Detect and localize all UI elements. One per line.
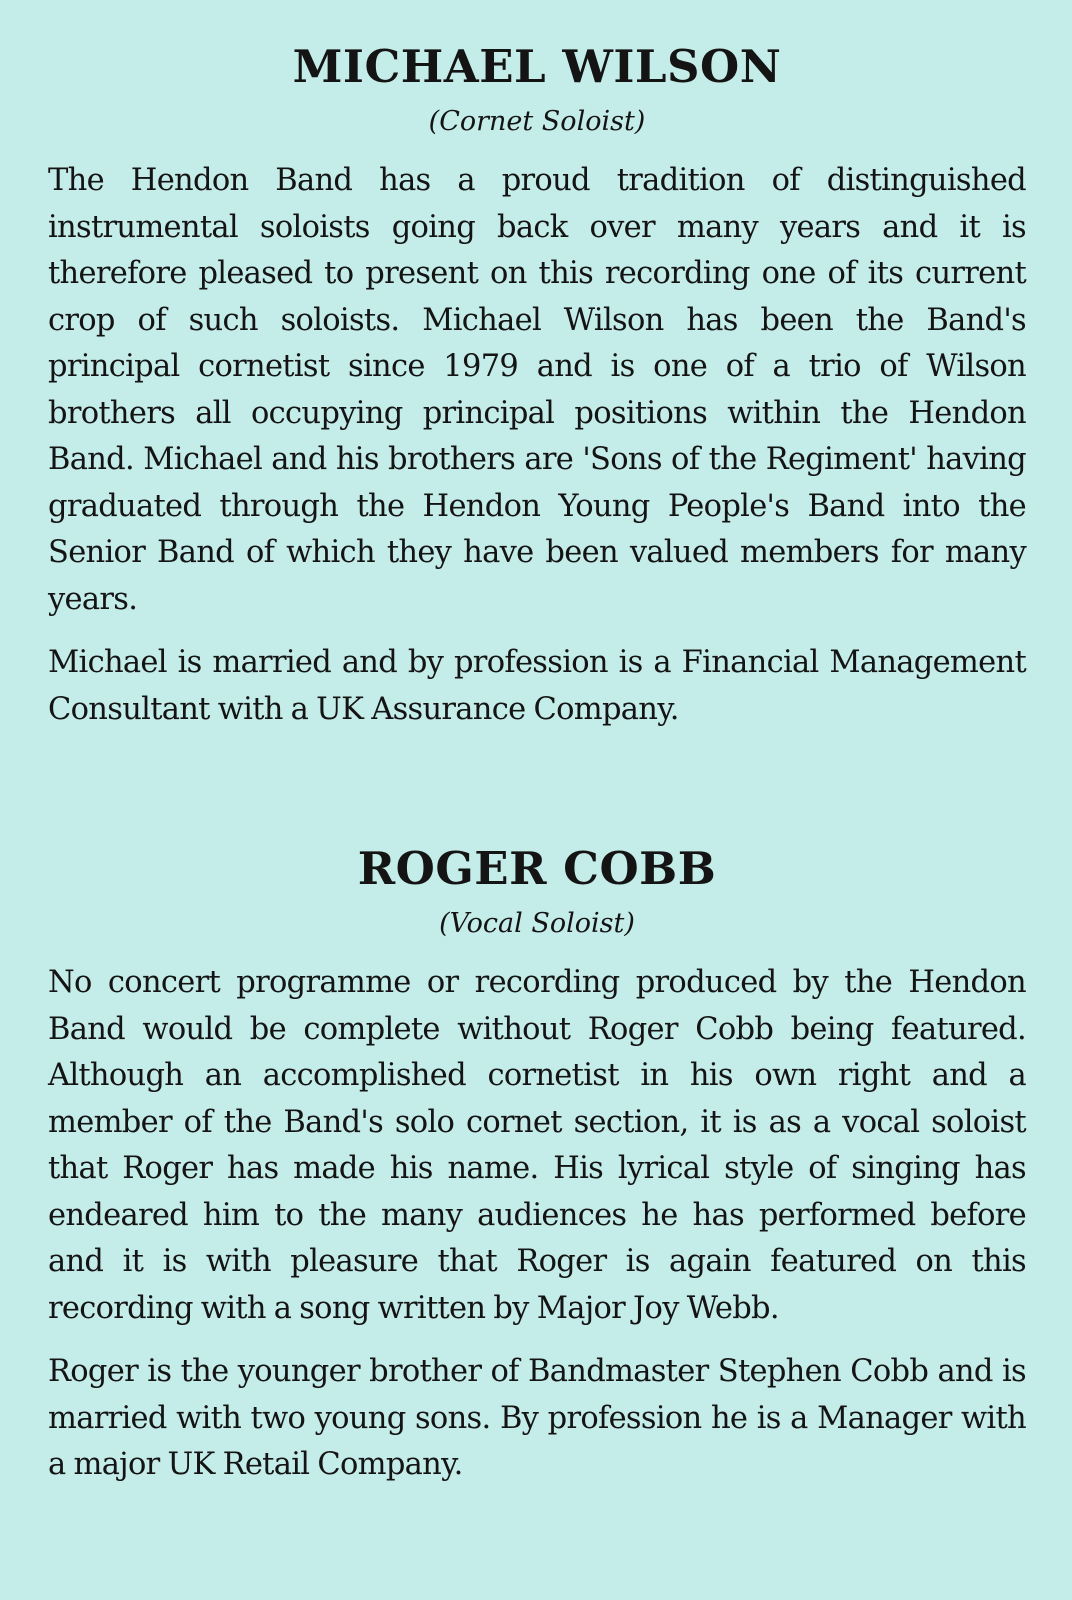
biography-paragraph: No concert programme or recording produced by the Hendon Band would be complete without Roger Cobb being featured. Although an accomplished cornetist in his own right and a member of the Band's solo cornet section, it is as a vocal soloist that Roger has made his name. His lyrical style of singing has endeared him to the many audiences he has performed before and it is with pleasure that Roger is again featured on this recording with a song written by Major Joy Webb. xyxy=(48,965,1026,1326)
biography-paragraph: The Hendon Band has a proud tradition of distinguished instrumental soloists going back over many years and it is therefore pleased to present on this recording one of its current crop of such soloists. Michael Wilson has been the Band's principal cornetist since 1979 and is one of a trio of Wilson brothers all occupying principal positions within the Hendon Band. Michael and his brothers are 'Sons of the Regiment' having graduated through the Hendon Young People's Band into the Senior Band of which they have been valued members for many years. xyxy=(48,163,1026,617)
soloist-name: ROGER COBB xyxy=(357,842,717,895)
soloist-role: (Vocal Soloist) xyxy=(439,908,635,939)
soloist-section-michael-wilson xyxy=(48,38,1026,733)
soloist-section-roger-cobb xyxy=(48,840,1026,1489)
soloist-role: (Cornet Soloist) xyxy=(428,106,646,137)
biography-paragraph: Roger is the younger brother of Bandmaster Stephen Cobb and is married with two young sons. By profession he is a Manager with a major UK Retail Company. xyxy=(48,1354,1026,1482)
biography-paragraph: Michael is married and by profession is a Financial Management Consultant with a UK Assurance Company. xyxy=(48,645,1026,727)
soloist-name: MICHAEL WILSON xyxy=(292,40,782,93)
